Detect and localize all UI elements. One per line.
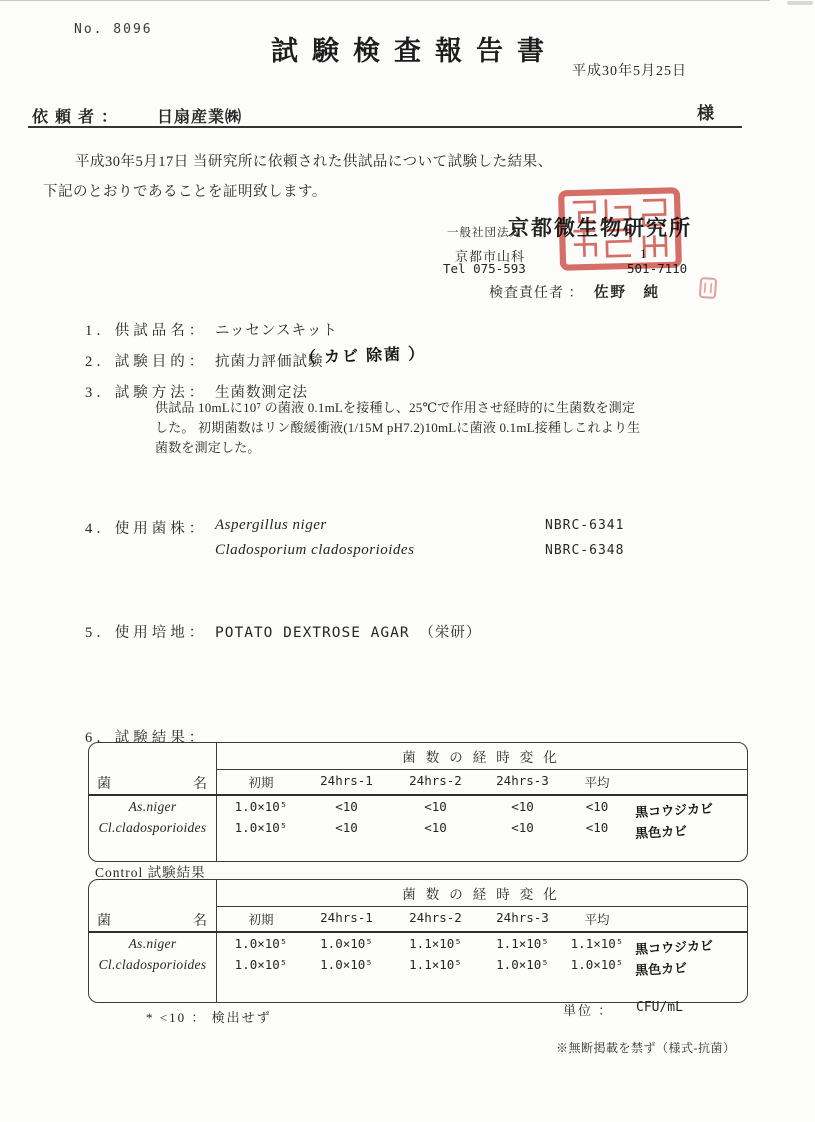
copyright-notice: ※無断掲載を禁ず（様式-抗菌） xyxy=(556,1041,736,1055)
item-label: 3．試験方法： xyxy=(85,385,208,401)
item-purpose xyxy=(85,350,324,371)
cell-value: 1.1×10⁵ xyxy=(409,936,462,951)
cell-value: <10 xyxy=(585,820,609,835)
institute-fax-tail: 501-7110 xyxy=(627,261,688,276)
results-table xyxy=(88,742,748,862)
cell-value: <10 xyxy=(511,799,534,814)
item-label: 5．使用培地： xyxy=(85,625,208,641)
column-header: 24hrs-3 xyxy=(496,773,549,788)
inspector-name: 佐野 純 xyxy=(594,285,660,301)
cell-value: <10 xyxy=(424,799,447,814)
table-span-header: 菌数の経時変化 xyxy=(402,887,567,902)
table-span-header: 菌数の経時変化 xyxy=(402,750,567,765)
row-name: Cl.cladosporioides xyxy=(98,820,207,835)
column-header: 24hrs-3 xyxy=(496,910,549,925)
item-value: 生菌数測定法 xyxy=(215,385,308,401)
intro-line2: 下記のとおりであることを証明致します。 xyxy=(43,184,327,200)
institute-address: 京都市山科 xyxy=(455,249,526,264)
report-date: 平成30年5月25日 xyxy=(572,64,687,79)
cell-value: 1.0×10⁵ xyxy=(234,957,288,972)
handwritten-annotation: 黒色カビ xyxy=(634,823,688,841)
detection-footnote: * <10 ： 検出せず xyxy=(146,1010,272,1025)
table-header-rule xyxy=(89,794,747,796)
item-value: ニッセンスキット xyxy=(215,323,338,339)
cell-value: 1.1×10⁵ xyxy=(409,957,462,972)
item-specimen xyxy=(85,319,338,340)
cell-value: 1.1×10⁵ xyxy=(496,936,549,951)
table-span-underline xyxy=(216,906,747,907)
name-header-right: 名 xyxy=(193,914,207,929)
doc-number: No. 8096 xyxy=(74,22,153,37)
client-underline xyxy=(28,126,742,128)
table-span-underline xyxy=(216,769,747,770)
item-label: 6．試験結果： xyxy=(85,730,208,746)
cell-value: 1.0×10⁵ xyxy=(320,936,373,951)
handwritten-annotation: 黒色カビ xyxy=(634,960,688,978)
inspector-label: 検査責任者 ： xyxy=(489,286,584,301)
cell-value: 1.0×10⁵ xyxy=(570,957,624,972)
method-paragraph: 供試品 10mLに10⁷ の菌液 0.1mLを接種し、25℃で作用させ経時的に生菌数を測定した。 初期菌数はリン酸緩衝液(1/15M pH7.2)10mLに菌液 0.1mL接種しこれより生菌数を測定した。 xyxy=(155,400,641,455)
strain-code: NBRC-6348 xyxy=(545,543,625,558)
cell-value: 1.0×10⁵ xyxy=(320,957,373,972)
column-header: 初期 xyxy=(248,776,274,790)
cell-value: 1.1×10⁵ xyxy=(570,936,624,951)
report-title: 試験検査報告書 xyxy=(271,36,558,66)
name-header-left: 菌 xyxy=(97,777,111,792)
cell-value: <10 xyxy=(585,799,609,814)
name-header-left: 菌 xyxy=(97,914,111,929)
column-header: 平均 xyxy=(584,776,610,790)
cell-value: <10 xyxy=(335,799,358,814)
item-strains xyxy=(85,517,215,538)
strain-name: Aspergillus niger xyxy=(215,517,327,533)
cell-value: 1.0×10⁵ xyxy=(234,936,288,951)
item-value: 抗菌力評価試験 xyxy=(215,354,324,370)
handwritten-annotation: 黒コウジカビ xyxy=(634,800,714,820)
strain-code: NBRC-6341 xyxy=(545,518,625,533)
column-header: 平均 xyxy=(584,913,610,927)
handwritten-annotation: 黒コウジカビ xyxy=(634,937,714,957)
name-header-right: 名 xyxy=(193,777,207,792)
column-header: 初期 xyxy=(248,913,274,927)
table-name-header xyxy=(97,910,207,930)
column-header: 24hrs-1 xyxy=(320,773,373,788)
unit-label: 単位 ： xyxy=(563,1003,614,1018)
scan-artifact-speck xyxy=(787,1,813,5)
item-label: 1．供試品名： xyxy=(85,323,208,339)
cell-value: 1.0×10⁵ xyxy=(234,820,288,835)
control-results-table xyxy=(88,879,748,1003)
client-label: 依頼者： xyxy=(32,109,125,126)
row-name: As.niger xyxy=(128,936,177,951)
column-header: 24hrs-1 xyxy=(320,910,373,925)
control-table-title: Control 試験結果 xyxy=(95,865,206,880)
intro-paragraph xyxy=(43,147,643,207)
cell-value: <10 xyxy=(511,820,534,835)
item-medium xyxy=(85,621,481,642)
column-header: 24hrs-2 xyxy=(409,910,462,925)
client-honorific: 様 xyxy=(697,104,714,123)
cell-value: 1.0×10⁵ xyxy=(234,799,288,814)
institute-tel: Tel 075-593 xyxy=(443,261,526,276)
row-name: Cl.cladosporioides xyxy=(98,957,207,972)
client-name: 日扇産業㈱ xyxy=(157,109,243,126)
institute-seal-stamp xyxy=(557,185,683,272)
table-name-header xyxy=(97,773,207,793)
intro-line1: 平成30年5月17日 当研究所に依頼された供試品について試験した結果、 xyxy=(75,154,553,170)
cell-value: <10 xyxy=(424,820,447,835)
unit-value: CFU/mL xyxy=(636,1000,683,1015)
strain-name: Cladosporium cladosporioides xyxy=(215,542,415,558)
institute-org-type: 一般社団法人 xyxy=(447,227,522,239)
item-label: 2．試験目的： xyxy=(85,354,208,370)
row-name: As.niger xyxy=(128,799,177,814)
institute-address-tail: 1 xyxy=(640,246,647,261)
item-label: 4．使用菌株： xyxy=(85,521,208,537)
table-header-rule xyxy=(89,931,747,933)
institute-name: 京都微生物研究所 xyxy=(508,216,692,240)
scan-artifact-line xyxy=(0,0,770,1)
handwritten-note: （ カビ 除菌 ） xyxy=(299,345,427,368)
item-value: POTATO DEXTROSE AGAR （栄研） xyxy=(215,625,482,641)
cell-value: 1.0×10⁵ xyxy=(496,957,549,972)
column-header: 24hrs-2 xyxy=(409,773,462,788)
cell-value: <10 xyxy=(335,820,358,835)
inspector-seal-stamp xyxy=(698,276,717,299)
